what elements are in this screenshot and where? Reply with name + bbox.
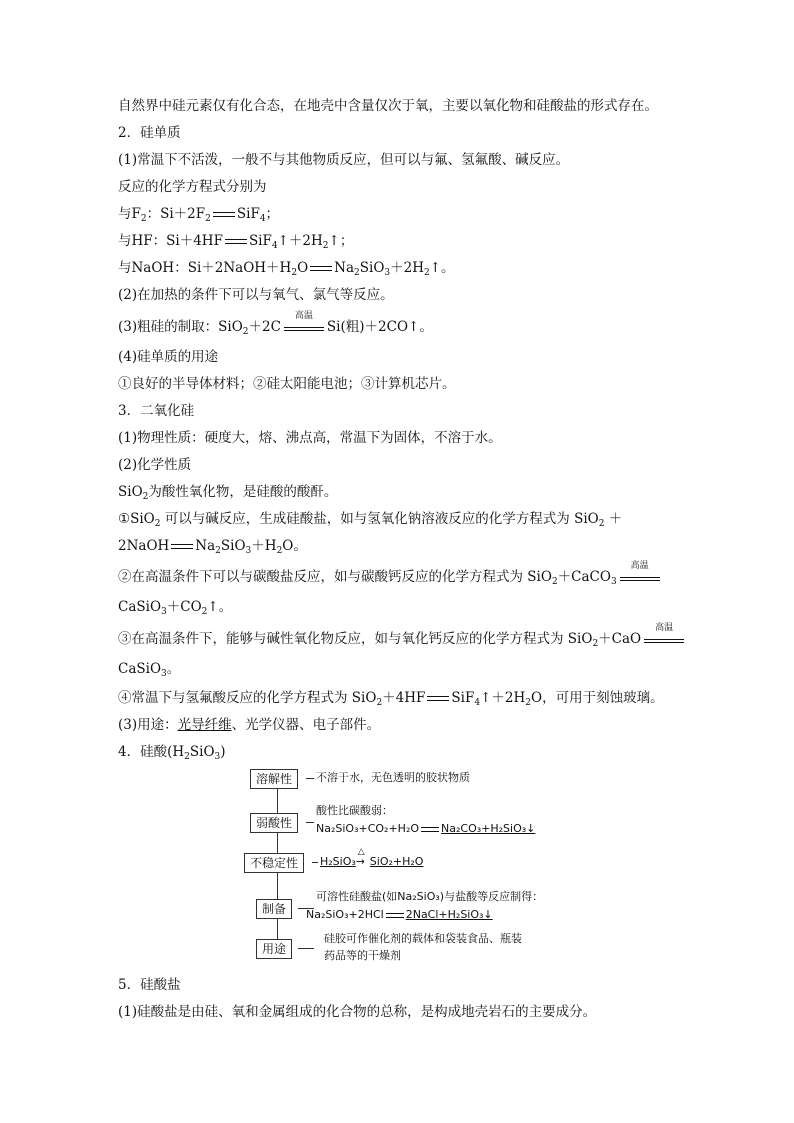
section-5-heading: 5．硅酸盐: [118, 977, 181, 993]
high-temp-sign: 高温: [620, 569, 660, 587]
node-uses: 用途: [256, 939, 292, 959]
solubility-text: 不溶于水，无色透明的胶状物质: [316, 771, 470, 784]
node-weak-acidity: 弱酸性: [250, 813, 298, 833]
s3-p7: $CaSiO_3+CO_2↑$。: [118, 599, 233, 617]
s3-p9: CaSiO$_3$。: [118, 661, 181, 679]
weak-acidity-eq: Na₂SiO₃+CO₂+H₂O Na₂CO₃+H₂SiO₃↓: [316, 822, 536, 835]
section-3-heading: 3．二氧化硅: [118, 403, 195, 419]
s3-p10: ④常温下与氢氟酸反应的化学方程式为 SiO$_2$＋4HF $SiF_4↑+2H_2O$，可用于刻蚀玻璃。: [118, 690, 664, 708]
high-temp-sign: 高温: [284, 319, 324, 337]
preparation-eq: Na₂SiO₃+2HCl 2NaCl+H₂SiO₃↓: [306, 908, 493, 921]
s3-p6: ②在高温条件下可以与碳酸盐反应，如与碳酸钙反应的化学方程式为 SiO$_2$＋CaCO$_3$ 高温: [118, 568, 663, 587]
instability-eq: H₂SiO₃ △ → SiO₂+H₂O: [320, 847, 424, 868]
s3-p1: (1)物理性质：硬度大，熔、沸点高，常温下为固体，不溶于水。: [118, 430, 502, 446]
s5-p1: (1)硅酸盐是由硅、氧和金属组成的化合物的总称，是构成地壳岩石的主要成分。: [118, 1004, 597, 1020]
s3-p2: (2)化学性质: [118, 457, 192, 473]
silicic-acid-diagram: [240, 765, 600, 965]
s2-p6: ①良好的半导体材料；②硅太阳能电池；③计算机芯片。: [118, 376, 456, 392]
s2-p5: (4)硅单质的用途: [118, 349, 219, 365]
node-solubility: 溶解性: [250, 769, 298, 789]
section-2-heading: 2．硅单质: [118, 125, 181, 141]
high-temp-sign: 高温: [644, 631, 684, 649]
s3-p8: ③在高温条件下，能够与碱性氧化物反应，如与氧化钙反应的化学方程式为 SiO$_2$＋CaO 高温: [118, 630, 687, 649]
node-instability: 不稳定性: [244, 853, 304, 873]
eq-crude-si: (3)粗硅的制取：SiO$_2$＋2C 高温 Si(粗)＋2CO↑。: [118, 310, 433, 337]
uses-text-1: 硅胶可作催化剂的载体和袋装食品、瓶装: [324, 932, 522, 945]
section-4-heading: 4．硅酸$(H_2SiO_3)$: [118, 744, 226, 762]
eq-si-naoh: 与NaOH：$Si+2NaOH+H_2O$ $Na_2SiO_3+2H_2↑$。: [118, 260, 455, 278]
s3-p5: 2NaOH $Na_2SiO_3+H_2O$。: [118, 538, 307, 556]
eq-si-hf: 与HF：Si＋4HF $SiF_4↑+2H_2↑$；: [118, 233, 354, 251]
s3-p4: ①SiO$_2$ 可以与碱反应，生成硅酸盐，如与氢氧化钠溶液反应的化学方程式为 SiO$_2$ ＋: [118, 511, 623, 529]
node-preparation: 制备: [256, 899, 292, 919]
s2-p3: (2)在加热的条件下可以与氧气、氯气等反应。: [118, 287, 394, 303]
s2-p2: 反应的化学方程式分别为: [118, 179, 267, 195]
weak-acidity-text: 酸性比碳酸弱：: [316, 804, 393, 817]
s3-p11: (3)用途：光导纤维、光学仪器、电子部件。: [118, 717, 381, 733]
preparation-text: 可溶性硅酸盐(如Na₂SiO₃)与盐酸等反应制得：: [316, 890, 544, 903]
s3-p3: SiO$_2$为酸性氧化物，是硅酸的酸酐。: [118, 484, 338, 502]
intro-text: 自然界中硅元素仅有化合态，在地壳中含量仅次于氧，主要以氧化物和硅酸盐的形式存在。: [118, 98, 658, 114]
eq-si-f2: 与$F_2$：$Si+2F_2$ SiF$_4$；: [118, 206, 280, 224]
uses-text-2: 药品等的干燥剂: [324, 949, 401, 962]
s2-p1: (1)常温下不活泼，一般不与其他物质反应，但可以与氟、氢氟酸、碱反应。: [118, 152, 570, 168]
